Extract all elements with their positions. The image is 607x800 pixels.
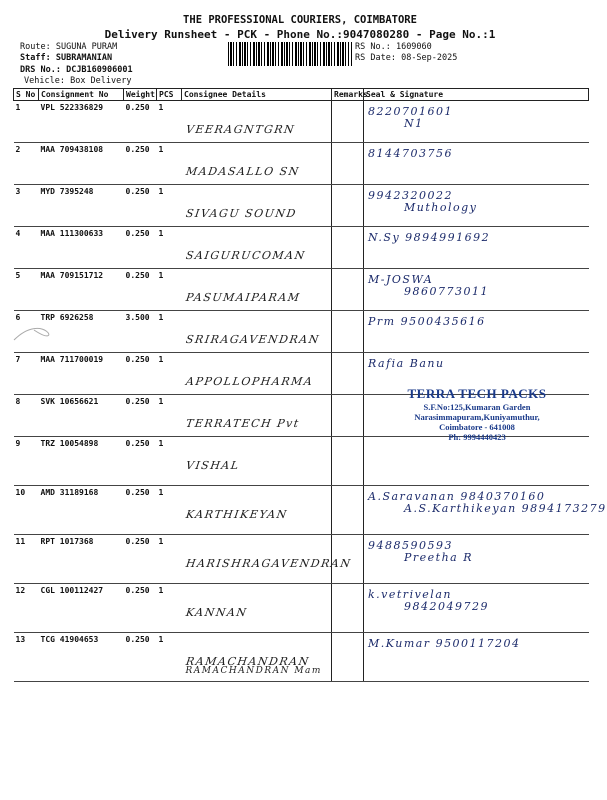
row-signature-cell — [364, 486, 607, 535]
margin-scribble — [4, 300, 64, 360]
row-remarks — [332, 395, 364, 437]
staff-line: Staff: SUBRAMANIAN — [20, 53, 113, 63]
rs-date-line: RS Date: 08-Sep-2025 — [355, 53, 458, 63]
row-consignment: MAA 709151712 — [39, 269, 124, 311]
row-consignment: TRZ 10054898 — [39, 437, 124, 486]
drs-value: DCJB160906001 — [66, 65, 133, 75]
row-consignee: PASUMAIPARAM — [184, 291, 301, 304]
row-sno: 5 — [14, 269, 39, 311]
row-sno: 8 — [14, 395, 39, 437]
row-signature: 8220701601 — [368, 105, 453, 118]
row-consignment: MAA 111300633 — [39, 227, 124, 269]
terra-tech-stamp: TERRA TECH PACKS S.F.No:125,Kumaran Garden Narasimmapuram,Kuniyamuthur, Coimbatore - 641008 Ph: 9994440423 — [407, 386, 547, 442]
row-weight: 3.500 — [124, 311, 157, 353]
row-signature: N.Sy 9894991692 — [368, 231, 491, 244]
row-consignee: RAMACHANDRAN — [184, 655, 311, 668]
row-consignee-cell — [182, 395, 332, 437]
row-pcs: 1 — [157, 143, 182, 185]
row-consignment: SVK 10656621 — [39, 395, 124, 437]
row-pcs: 1 — [157, 269, 182, 311]
row-consignee: APPOLLOPHARMA — [184, 375, 314, 388]
row-weight: 0.250 — [124, 101, 157, 143]
row-sno: 7 — [14, 353, 39, 395]
row-signature-cell — [364, 227, 589, 269]
row-consignment: AMD 31189168 — [39, 486, 124, 535]
row-signature-cell — [364, 633, 589, 682]
row-remarks — [332, 633, 364, 682]
col-consignment: Consignment No — [39, 89, 124, 101]
row-weight: 0.250 — [124, 143, 157, 185]
row-consignee-extra: RAMACHANDRAN Mam — [185, 666, 322, 676]
row-pcs: 1 — [157, 633, 182, 682]
row-consignee: HARISHRAGAVENDRAN — [184, 557, 352, 570]
table-row — [14, 584, 589, 633]
row-consignee-cell — [182, 633, 332, 682]
row-signature: Prm 9500435616 — [368, 315, 486, 328]
row-consignee-cell — [182, 437, 332, 486]
row-consignee: SAIGURUCOMAN — [184, 249, 307, 262]
row-remarks — [332, 269, 364, 311]
row-pcs: 1 — [157, 584, 182, 633]
table-row — [14, 269, 589, 311]
row-consignee: TERRATECH Pvt — [184, 417, 301, 430]
row-weight: 0.250 — [124, 395, 157, 437]
row-sno: 12 — [14, 584, 39, 633]
row-consignee-cell — [182, 353, 332, 395]
col-signature: Seal & Signature — [364, 89, 589, 101]
rs-date-value: 08-Sep-2025 — [401, 53, 458, 63]
row-sno: 11 — [14, 535, 39, 584]
row-consignment: VPL 522336829 — [39, 101, 124, 143]
row-sno: 3 — [14, 185, 39, 227]
row-consignment: TRP 6926258 — [39, 311, 124, 353]
row-signature-extra: Muthology — [404, 201, 478, 214]
row-signature-extra: Preetha R — [404, 551, 474, 564]
row-pcs: 1 — [157, 437, 182, 486]
runsheet-subtitle: Delivery Runsheet - PCK - Phone No.:9047080280 - Page No.:1 — [104, 28, 496, 41]
drs-line: DRS No.: DCJB160906001 — [20, 65, 133, 75]
table-row — [14, 535, 589, 584]
row-signature-cell — [364, 143, 589, 185]
col-sno: S No — [14, 89, 39, 101]
row-consignee-cell — [182, 185, 332, 227]
row-sno: 4 — [14, 227, 39, 269]
row-consignment: MAA 711700019 — [39, 353, 124, 395]
row-signature-cell — [364, 101, 589, 143]
row-remarks — [332, 437, 364, 486]
row-sno: 9 — [14, 437, 39, 486]
row-weight: 0.250 — [124, 535, 157, 584]
row-signature-extra: A.S.Karthikeyan 9894173279 — [404, 502, 607, 515]
table-row — [14, 437, 589, 486]
col-pcs: PCS — [157, 89, 182, 101]
row-consignment: TCG 41904653 — [39, 633, 124, 682]
row-signature: M-JOSWA — [368, 273, 434, 286]
row-pcs: 1 — [157, 535, 182, 584]
row-consignee: KANNAN — [184, 606, 248, 619]
row-signature: 8144703756 — [368, 147, 453, 160]
row-signature: M.Kumar 9500117204 — [368, 637, 521, 650]
row-consignee: VEERAGNTGRN — [184, 123, 296, 136]
row-remarks — [332, 101, 364, 143]
col-remarks: Remarks — [332, 89, 364, 101]
vehicle-value: Box Delivery — [70, 76, 132, 86]
row-sno: 1 — [14, 101, 39, 143]
row-remarks — [332, 185, 364, 227]
table-row — [14, 486, 589, 535]
row-consignee-cell — [182, 311, 332, 353]
row-weight: 0.250 — [124, 584, 157, 633]
row-sno: 10 — [14, 486, 39, 535]
row-consignee-cell — [182, 227, 332, 269]
row-consignment: CGL 100112427 — [39, 584, 124, 633]
row-pcs: 1 — [157, 311, 182, 353]
row-consignment: RPT 1017368 — [39, 535, 124, 584]
row-consignee: KARTHIKEYAN — [184, 508, 289, 521]
row-sno: 2 — [14, 143, 39, 185]
vehicle-line: Vehicle: Box Delivery — [24, 76, 132, 86]
row-remarks — [332, 353, 364, 395]
row-weight: 0.250 — [124, 486, 157, 535]
company-title: THE PROFESSIONAL COURIERS, COIMBATORE — [183, 14, 417, 26]
row-consignee: SRIRAGAVENDRAN — [184, 333, 321, 346]
table-row — [14, 311, 589, 353]
row-weight: 0.250 — [124, 353, 157, 395]
row-weight: 0.250 — [124, 269, 157, 311]
rs-no-value: 1609060 — [395, 42, 432, 52]
row-weight: 0.250 — [124, 185, 157, 227]
row-remarks — [332, 311, 364, 353]
row-remarks — [332, 143, 364, 185]
row-consignment: MAA 709438108 — [39, 143, 124, 185]
row-pcs: 1 — [157, 395, 182, 437]
row-consignee-cell — [182, 101, 332, 143]
row-signature-cell — [364, 437, 589, 486]
row-consignee: MADASALLO SN — [184, 165, 301, 178]
row-sno: 13 — [14, 633, 39, 682]
row-signature: 9488590593 — [368, 539, 453, 552]
row-consignee-cell — [182, 269, 332, 311]
row-weight: 0.250 — [124, 437, 157, 486]
rs-no-line: RS No.: 1609060 — [355, 42, 432, 52]
row-consignee: VISHAL — [184, 459, 241, 472]
table-header-row — [14, 89, 589, 101]
row-weight: 0.250 — [124, 633, 157, 682]
row-weight: 0.250 — [124, 227, 157, 269]
row-signature-extra: 9842049729 — [404, 600, 489, 613]
col-weight: Weight — [124, 89, 157, 101]
row-signature-cell — [364, 584, 589, 633]
row-consignment: MYD 7395248 — [39, 185, 124, 227]
row-sno: 6 — [14, 311, 39, 353]
route-value: SUGUNA PURAM — [55, 42, 118, 52]
table-row — [14, 101, 589, 143]
row-signature: Rafia Banu — [368, 357, 445, 370]
table-row — [14, 227, 589, 269]
row-signature-extra: N1 — [404, 117, 424, 130]
row-consignee-cell — [182, 486, 332, 535]
row-signature-cell — [364, 185, 589, 227]
row-consignee-cell — [182, 584, 332, 633]
row-signature-extra: 9860773011 — [404, 285, 489, 298]
row-signature-cell — [364, 269, 589, 311]
row-pcs: 1 — [157, 227, 182, 269]
row-consignee-cell — [182, 143, 332, 185]
row-remarks — [332, 227, 364, 269]
row-remarks — [332, 486, 364, 535]
table-row — [14, 185, 589, 227]
row-signature: A.Saravanan 9840370160 — [368, 490, 546, 503]
runsheet-table — [13, 88, 607, 682]
row-consignee-cell — [182, 535, 352, 584]
row-pcs: 1 — [157, 185, 182, 227]
row-signature: k.vetrivelan — [368, 588, 452, 601]
table-row — [14, 633, 589, 682]
table-row — [14, 143, 589, 185]
row-signature-cell — [364, 535, 589, 584]
row-signature: 9942320022 — [368, 189, 453, 202]
row-consignee: SIVAGU SOUND — [184, 207, 298, 220]
row-signature-cell — [364, 311, 589, 353]
barcode — [228, 42, 352, 66]
row-pcs: 1 — [157, 486, 182, 535]
row-pcs: 1 — [157, 353, 182, 395]
col-consignee: Consignee Details — [182, 89, 332, 101]
route-line: Route: SUGUNA PURAM — [20, 42, 118, 52]
row-remarks — [332, 584, 364, 633]
staff-value: SUBRAMANIAN — [55, 53, 113, 63]
row-pcs: 1 — [157, 101, 182, 143]
